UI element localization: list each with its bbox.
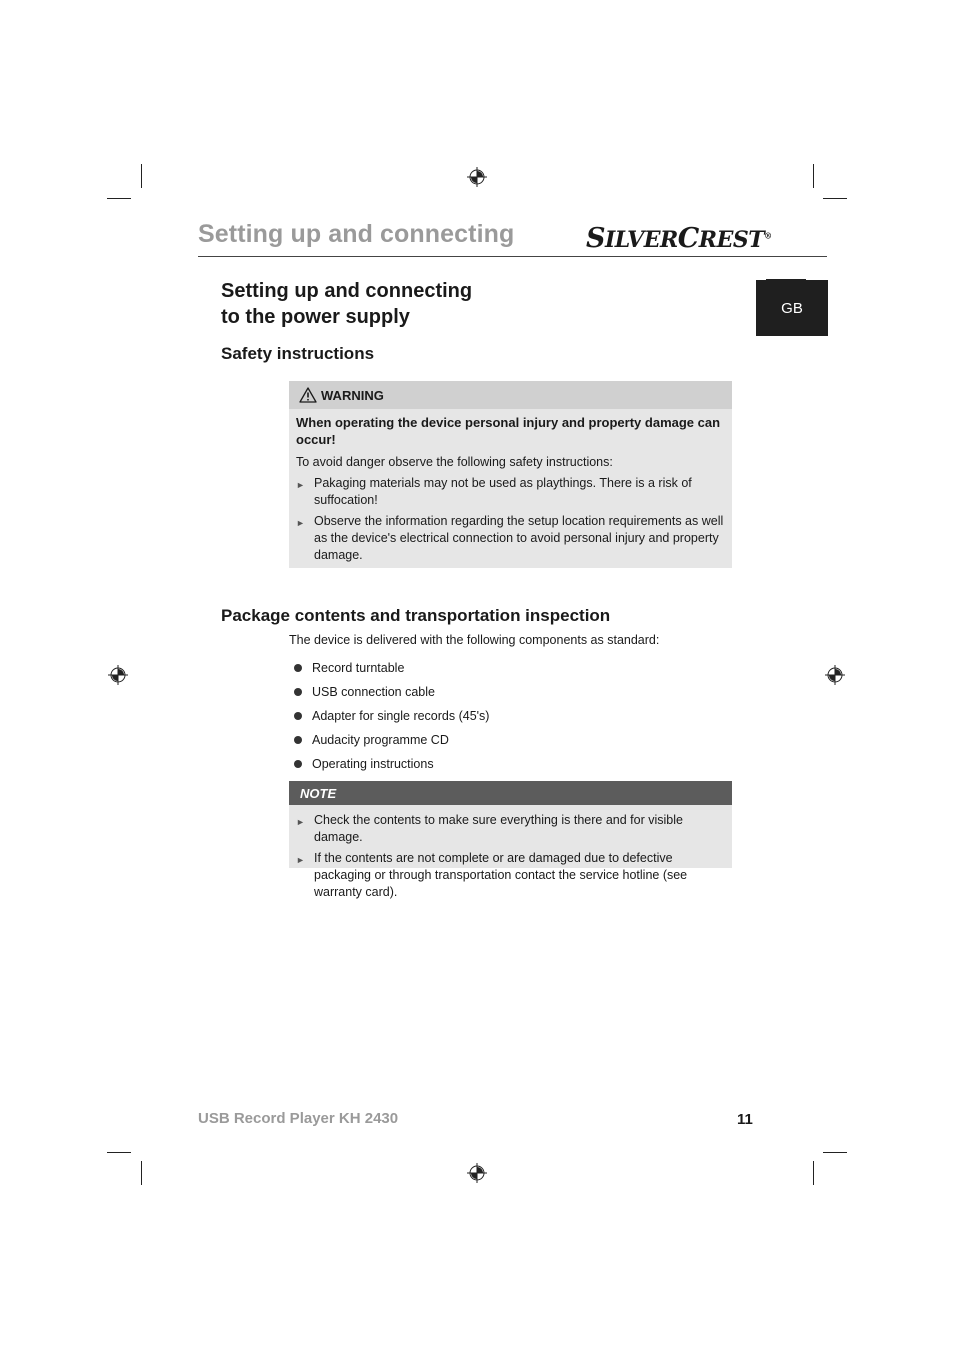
list-item [296, 812, 724, 846]
footer-product-name: USB Record Player KH 2430 [198, 1110, 399, 1127]
crop-mark [813, 164, 814, 188]
list-item [296, 475, 724, 509]
warning-header [289, 381, 732, 409]
package-list [294, 656, 489, 776]
bullet-icon [294, 664, 302, 672]
running-header-title: Setting up and connecting [198, 220, 515, 248]
warning-label: WARNING [321, 387, 384, 403]
crop-mark [823, 198, 847, 199]
bullet-icon [294, 736, 302, 744]
warning-intro: To avoid danger observe the following safety instructions: [296, 455, 613, 469]
list-item [294, 656, 489, 680]
package-item-text: Operating instructions [312, 757, 434, 771]
registration-mark-icon [467, 167, 487, 187]
arrow-icon: ► [296, 518, 305, 528]
package-item-text: Audacity programme CD [312, 733, 449, 747]
registration-mark-icon [825, 665, 845, 685]
list-item [294, 704, 489, 728]
package-heading: Package contents and transportation inspection [221, 606, 611, 625]
arrow-icon: ► [296, 480, 305, 490]
warning-lead: When operating the device personal injury and property damage can occur! [296, 415, 721, 447]
section-title-line1: Setting up and connecting [221, 280, 473, 302]
list-item [294, 752, 489, 776]
arrow-icon: ► [296, 817, 305, 827]
crop-mark [813, 1161, 814, 1185]
page-number: 11 [737, 1111, 753, 1128]
list-item [294, 680, 489, 704]
package-intro: The device is delivered with the following components as standard: [289, 633, 660, 647]
section-title [221, 278, 472, 330]
crop-mark [107, 1152, 131, 1153]
arrow-icon: ► [296, 855, 305, 865]
safety-heading: Safety instructions [221, 344, 375, 363]
registration-mark-icon [467, 1163, 487, 1183]
bullet-icon [294, 712, 302, 720]
crop-mark [141, 164, 142, 188]
bullet-icon [294, 760, 302, 768]
crop-mark [823, 1152, 847, 1153]
brand-logo: SILVERCREST® [586, 223, 772, 254]
note-box [289, 781, 732, 899]
crop-mark [141, 1161, 142, 1185]
language-tab: GB [756, 280, 828, 336]
note-body [289, 805, 732, 905]
warning-body [289, 409, 732, 568]
list-item [294, 728, 489, 752]
package-item-text: USB connection cable [312, 685, 435, 699]
bullet-icon [294, 688, 302, 696]
note-header: NOTE [289, 781, 732, 805]
list-item [296, 850, 724, 901]
registration-mark-icon [108, 665, 128, 685]
warning-item-text: Pakaging materials may not be used as playthings. There is a risk of suffocation! [314, 476, 692, 507]
warning-item-text: Observe the information regarding the setup location requirements as well as the device's electrical connection to avoid personal injury and property damage. [314, 514, 724, 562]
warning-triangle-icon [299, 387, 317, 403]
package-item-text: Record turntable [312, 661, 405, 675]
package-item-text: Adapter for single records (45's) [312, 709, 490, 723]
list-item [296, 513, 724, 564]
crop-mark [107, 198, 131, 199]
warning-box [289, 381, 732, 568]
header-divider [198, 256, 827, 257]
note-item-text: If the contents are not complete or are damaged due to defective packaging or through transportation contact the service hotline (see warranty card). [314, 851, 688, 899]
section-title-line2: to the power supply [221, 306, 410, 328]
note-item-text: Check the contents to make sure everything is there and for visible damage. [314, 813, 683, 844]
